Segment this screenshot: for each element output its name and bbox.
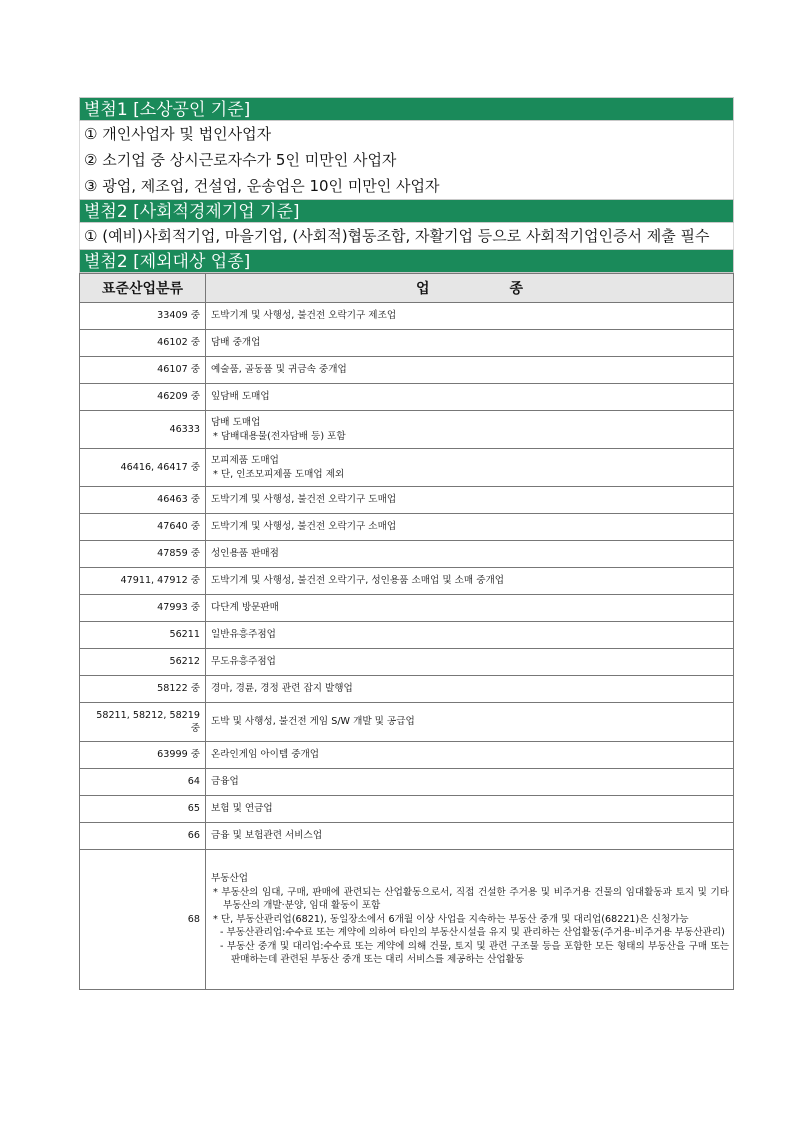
description-text: 도박기계 및 사행성, 불건전 오락기구 소매업 <box>211 521 397 533</box>
description-note: * 단, 인조모피제품 도매업 제외 <box>213 468 345 480</box>
description-text: 담배 도매업 <box>211 417 261 428</box>
industry-code: 46209 중 <box>80 384 206 411</box>
industry-code: 64 <box>80 769 206 796</box>
industry-code: 46107 중 <box>80 357 206 384</box>
section1-item: ① 개인사업자 및 법인사업자 <box>79 121 734 147</box>
description-text: 잎담배 도매업 <box>211 391 270 403</box>
table-row <box>80 449 734 487</box>
header-desc-right: 종 <box>509 281 524 297</box>
table-row <box>80 676 734 703</box>
industry-description <box>206 357 734 384</box>
description-notes <box>211 468 729 482</box>
industry-description <box>206 796 734 823</box>
industry-code: 56211 <box>80 622 206 649</box>
description-text: 보험 및 연금업 <box>211 803 273 815</box>
header-code: 표준산업분류 <box>80 274 206 303</box>
industry-code: 46102 중 <box>80 330 206 357</box>
section1-items <box>79 121 734 199</box>
description-note: - 부동산 중개 및 대리업:수수료 또는 계약에 의해 건물, 토지 및 관련 구조물 등을 포함한 모든 형태의 부동산을 구매 또는 판매하는데 관련된 부동산 중개 또는 대리 서비스를 제공하는 산업활동 <box>220 940 729 966</box>
description-note: * 담배대용물(전자담배 등) 포함 <box>213 430 346 442</box>
industry-description <box>206 449 734 487</box>
description-text: 모피제품 도매업 <box>211 455 279 466</box>
industry-description <box>206 514 734 541</box>
industry-code: 66 <box>80 823 206 850</box>
industry-code: 47640 중 <box>80 514 206 541</box>
description-notes <box>211 886 729 967</box>
description-text: 경마, 경륜, 경정 관련 잡지 발행업 <box>211 683 353 695</box>
table-row <box>80 742 734 769</box>
industry-code: 63999 중 <box>80 742 206 769</box>
description-text: 다단계 방문판매 <box>211 602 279 614</box>
industry-description <box>206 850 734 990</box>
table-row <box>80 487 734 514</box>
section2-title: 별첨2 [사회적경제기업 기준] <box>79 199 734 223</box>
description-text: 무도유흥주점업 <box>211 656 276 668</box>
table-row <box>80 541 734 568</box>
table-row <box>80 330 734 357</box>
description-note: * 부동산의 임대, 구매, 판매에 관련되는 산업활동으로서, 직접 건설한 주거용 및 비주거용 건물의 임대활동과 토지 및 기타 부동산의 개발·분양, 임대 활동이 포함 <box>213 886 729 912</box>
industry-description <box>206 595 734 622</box>
section2-item: ① (예비)사회적기업, 마을기업, (사회적)협동조합, 자활기업 등으로 사회적기업인증서 제출 필수 <box>79 223 734 249</box>
industry-code: 47911, 47912 중 <box>80 568 206 595</box>
description-text: 도박기계 및 사행성, 불건전 오락기구, 성인용품 소매업 및 소매 중개업 <box>211 575 505 587</box>
table-row <box>80 357 734 384</box>
table-body <box>80 303 734 990</box>
industry-description <box>206 384 734 411</box>
industry-description <box>206 649 734 676</box>
table-row <box>80 303 734 330</box>
description-text: 금융 및 보험관련 서비스업 <box>211 830 323 842</box>
industry-description <box>206 823 734 850</box>
industry-code: 46463 중 <box>80 487 206 514</box>
section2-items <box>79 223 734 249</box>
excluded-industries-table <box>79 273 734 990</box>
table-row <box>80 703 734 742</box>
table-row <box>80 769 734 796</box>
industry-description <box>206 622 734 649</box>
table-row <box>80 796 734 823</box>
industry-code: 47993 중 <box>80 595 206 622</box>
description-text: 도박기계 및 사행성, 불건전 오락기구 도매업 <box>211 494 397 506</box>
section1-title: 별첨1 [소상공인 기준] <box>79 97 734 121</box>
description-text: 일반유흥주점업 <box>211 629 276 641</box>
table-row <box>80 514 734 541</box>
description-text: 도박 및 사행성, 불건전 게임 S/W 개발 및 공급업 <box>211 716 415 728</box>
industry-code: 46416, 46417 중 <box>80 449 206 487</box>
description-text: 도박기계 및 사행성, 불건전 오락기구 제조업 <box>211 310 397 322</box>
header-desc-left: 업 <box>415 281 430 297</box>
table-row <box>80 622 734 649</box>
industry-description <box>206 769 734 796</box>
description-notes <box>211 430 729 444</box>
header-description <box>206 274 734 303</box>
industry-description <box>206 742 734 769</box>
table-row <box>80 568 734 595</box>
description-text: 온라인게임 아이템 중개업 <box>211 749 320 761</box>
description-text: 예술품, 골동품 및 귀금속 중개업 <box>211 364 347 376</box>
industry-description <box>206 568 734 595</box>
industry-code: 58122 중 <box>80 676 206 703</box>
section1-item: ③ 광업, 제조업, 건설업, 운송업은 10인 미만인 사업자 <box>79 173 734 199</box>
section1-item: ② 소기업 중 상시근로자수가 5인 미만인 사업자 <box>79 147 734 173</box>
description-text: 담배 중개업 <box>211 337 261 349</box>
industry-description <box>206 411 734 449</box>
table-row <box>80 411 734 449</box>
industry-description <box>206 487 734 514</box>
industry-code: 68 <box>80 850 206 990</box>
industry-description <box>206 676 734 703</box>
description-text: 부동산업 <box>211 873 249 885</box>
section3-title: 별첨2 [제외대상 업종] <box>79 249 734 273</box>
industry-code: 46333 <box>80 411 206 449</box>
table-row <box>80 823 734 850</box>
description-note: - 부동산관리업:수수료 또는 계약에 의하여 타인의 부동산시설을 유지 및 관리하는 산업활동(주거용·비주거용 부동산관리) <box>220 927 725 939</box>
table-row <box>80 649 734 676</box>
industry-code: 33409 중 <box>80 303 206 330</box>
table-row <box>80 850 734 990</box>
table-row <box>80 384 734 411</box>
document-page <box>79 97 734 990</box>
industry-code: 56212 <box>80 649 206 676</box>
industry-description <box>206 703 734 742</box>
description-text: 성인용품 판매점 <box>211 548 279 560</box>
description-note: * 단, 부동산관리업(6821), 동일장소에서 6개월 이상 사업을 지속하는 부동산 중개 및 대리업(68221)은 신청가능 <box>213 913 689 925</box>
industry-code: 47859 중 <box>80 541 206 568</box>
industry-description <box>206 330 734 357</box>
industry-description <box>206 541 734 568</box>
industry-description <box>206 303 734 330</box>
description-text: 금융업 <box>211 776 239 788</box>
table-row <box>80 595 734 622</box>
industry-code: 65 <box>80 796 206 823</box>
industry-code: 58211, 58212, 58219 중 <box>80 703 206 742</box>
table-header-row <box>80 274 734 303</box>
